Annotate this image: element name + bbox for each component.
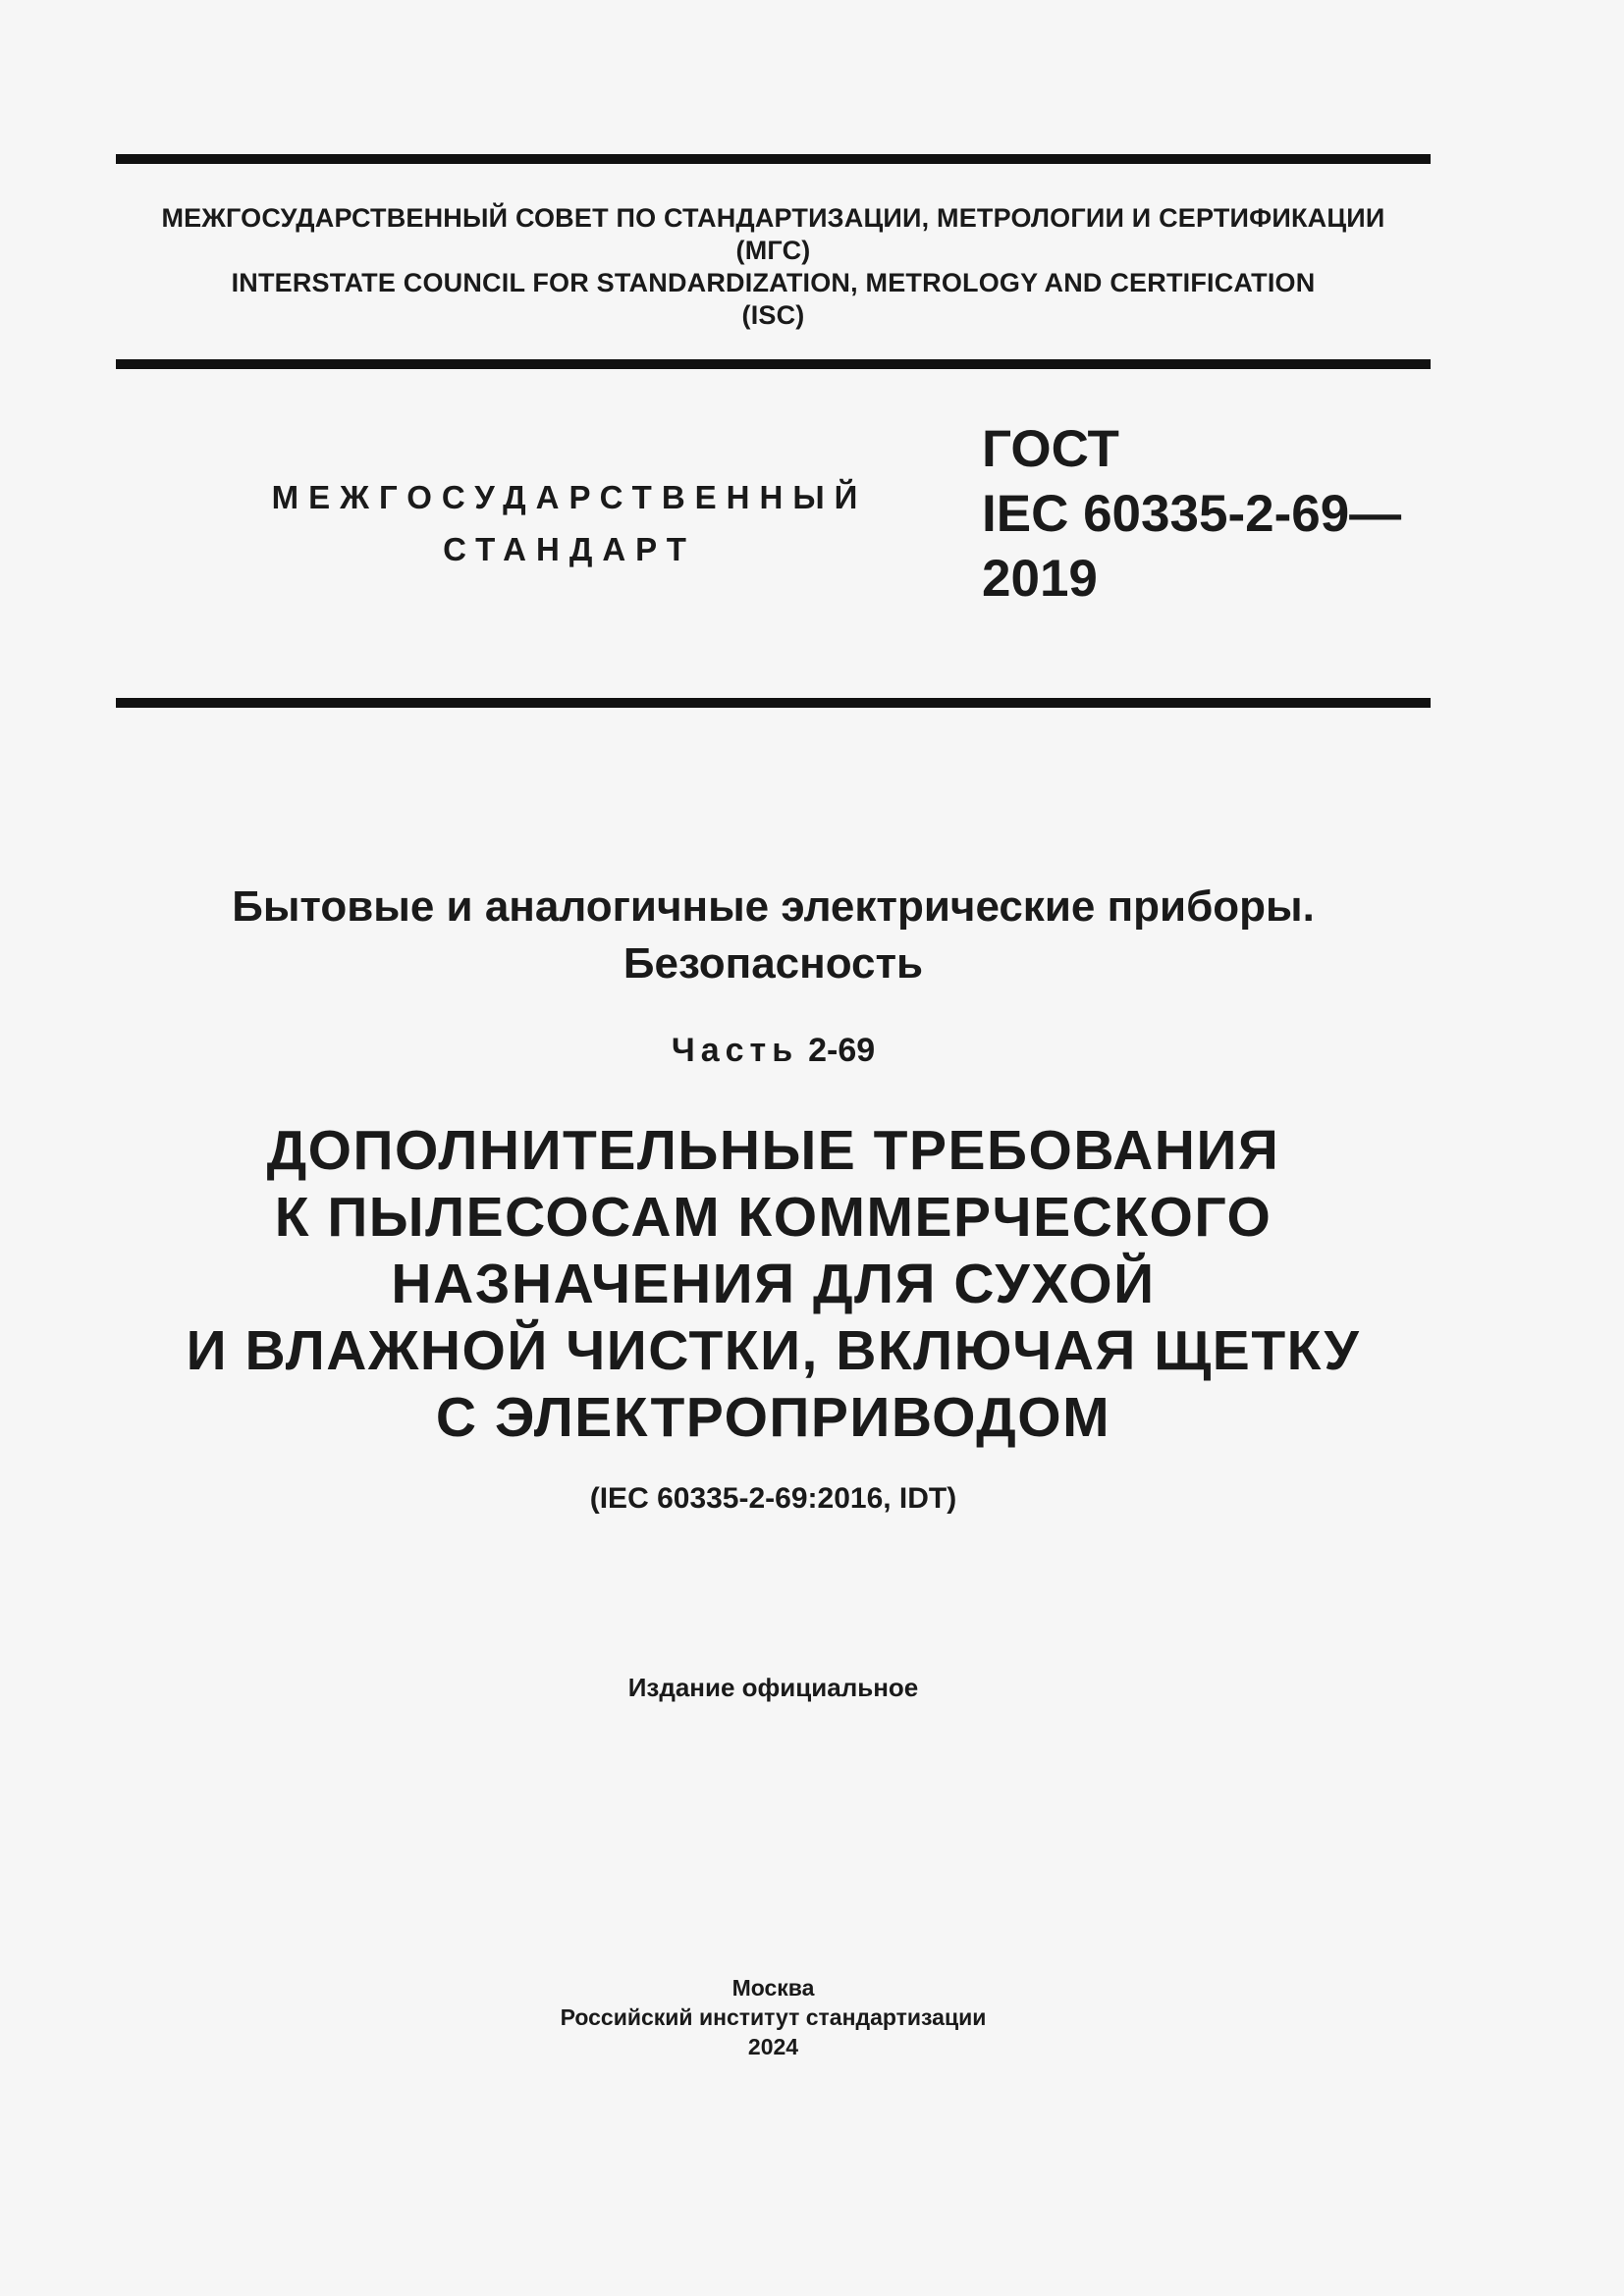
council-header bbox=[116, 202, 1431, 332]
edition-label: Издание официальное bbox=[627, 1673, 919, 1702]
imprint-year: 2024 bbox=[747, 2034, 799, 2059]
main-title-line: ДОПОЛНИТЕЛЬНЫЕ ТРЕБОВАНИЯ bbox=[266, 1119, 1280, 1182]
council-en-name: INTERSTATE COUNCIL FOR STANDARDIZATION, METROLOGY AND CERTIFICATION bbox=[231, 268, 1316, 297]
council-en-abbr: (ISC) bbox=[741, 300, 805, 330]
standard-designation bbox=[982, 417, 1401, 612]
subject-line2: Безопасность bbox=[623, 939, 924, 988]
main-title-line: И ВЛАЖНОЙ ЧИСТКИ, ВКЛЮЧАЯ ЩЕТКУ bbox=[186, 1319, 1361, 1382]
imprint-publisher: Российский институт стандартизации bbox=[560, 2004, 987, 2030]
imprint bbox=[116, 1973, 1431, 2061]
designation-prefix: ГОСТ bbox=[982, 420, 1119, 478]
main-title-line: К ПЫЛЕСОСАМ КОММЕРЧЕСКОГО bbox=[274, 1186, 1272, 1249]
top-rule bbox=[116, 154, 1431, 164]
part-word: Часть bbox=[671, 1032, 799, 1069]
subject-line1: Бытовые и аналогичные электрические приборы. bbox=[232, 882, 1315, 931]
imprint-city: Москва bbox=[731, 1975, 815, 2001]
main-title-line: С ЭЛЕКТРОПРИВОДОМ bbox=[435, 1386, 1111, 1449]
part-number: 2-69 bbox=[808, 1032, 876, 1069]
iec-reference: (IEC 60335-2-69:2016, IDT) bbox=[589, 1482, 957, 1515]
standard-type bbox=[236, 471, 903, 575]
middle-rule bbox=[116, 359, 1431, 369]
standard-type-line2: СТАНДАРТ bbox=[443, 531, 696, 567]
council-ru-abbr: (МГС) bbox=[735, 236, 811, 265]
subject-title bbox=[116, 879, 1431, 992]
part-label bbox=[116, 1030, 1431, 1071]
standard-type-line1: МЕЖГОСУДАРСТВЕННЫЙ bbox=[271, 479, 868, 515]
council-ru-name: МЕЖГОСУДАРСТВЕННЫЙ СОВЕТ ПО СТАНДАРТИЗАЦИИ, МЕТРОЛОГИИ И СЕРТИФИКАЦИИ bbox=[161, 203, 1385, 233]
main-title bbox=[116, 1117, 1431, 1451]
main-title-line: НАЗНАЧЕНИЯ ДЛЯ СУХОЙ bbox=[391, 1253, 1156, 1315]
designation-year: 2019 bbox=[982, 550, 1098, 608]
bottom-rule bbox=[116, 698, 1431, 708]
designation-number: IEC 60335-2-69— bbox=[982, 485, 1402, 543]
